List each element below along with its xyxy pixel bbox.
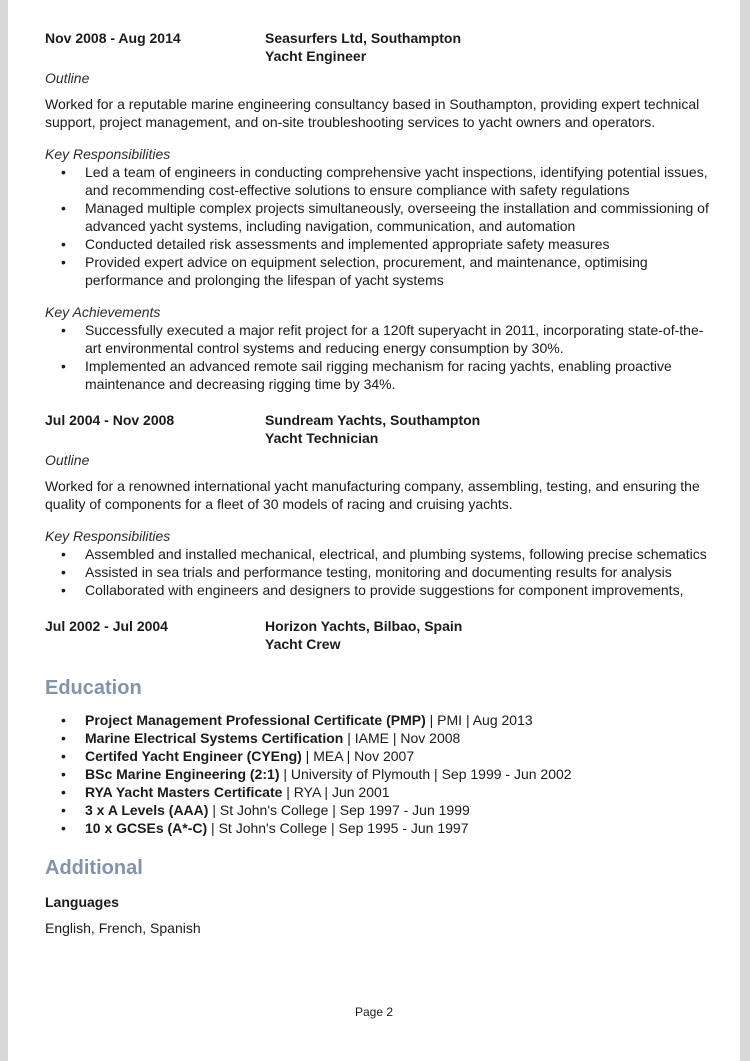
list-item: • Provided expert advice on equipment selection, procurement, and maintenance, optimising performance and prolonging the lifespan of yacht systems (45, 253, 715, 289)
outline-label: Outline (45, 452, 90, 468)
achievements-list (45, 321, 715, 393)
job-header (45, 29, 715, 65)
responsibilities-list (45, 163, 715, 289)
outline-label: Outline (45, 70, 90, 86)
list-item (45, 783, 715, 801)
page-content (45, 29, 715, 937)
job-header (45, 411, 715, 447)
job-title: Yacht Engineer (265, 48, 367, 64)
list-item: • Assembled and installed mechanical, electrical, and plumbing systems, following precise schematics (45, 545, 715, 563)
job-entry-seasurfers (45, 29, 715, 393)
job-dates: Jul 2002 - Jul 2004 (45, 618, 168, 634)
list-item (45, 765, 715, 783)
list-item: • Collaborated with engineers and designers to provide suggestions for component improvements, (45, 581, 715, 599)
education-detail: | PMI | Aug 2013 (425, 712, 533, 728)
education-list (45, 711, 715, 837)
outline-text: Worked for a reputable marine engineering consultancy based in Southampton, providing expert technical support, project management, and on-site troubleshooting services to yacht owners and operators. (45, 96, 700, 130)
section-title-education: Education (45, 677, 142, 699)
responsibilities-label: Key Responsibilities (45, 146, 171, 162)
resume-page (8, 0, 740, 1061)
job-entry-horizon (45, 617, 715, 653)
education-name: 3 x A Levels (AAA) (85, 802, 209, 818)
achievements-label: Key Achievements (45, 304, 161, 320)
list-item (45, 729, 715, 747)
job-title: Yacht Technician (265, 430, 379, 446)
list-item: • Assisted in sea trials and performance testing, monitoring and documenting results for analysis (45, 563, 715, 581)
job-org (265, 617, 715, 653)
education-name: BSc Marine Engineering (2:1) (85, 766, 280, 782)
job-company: Horizon Yachts, Bilbao, Spain (265, 618, 463, 634)
list-item: • Managed multiple complex projects simultaneously, overseeing the installation and commissioning of advanced yacht systems, including navigation, communication, and automation (45, 199, 715, 235)
job-company: Seasurfers Ltd, Southampton (265, 30, 462, 46)
education-name: 10 x GCSEs (A*-C) (85, 820, 208, 836)
list-item: • Successfully executed a major refit project for a 120ft superyacht in 2011, incorporating state-of-the-art environmental control systems and reducing energy consumption by 30%. (45, 321, 715, 357)
list-item (45, 747, 715, 765)
list-item (45, 819, 715, 837)
job-dates: Jul 2004 - Nov 2008 (45, 412, 175, 428)
education-detail: | St John's College | Sep 1997 - Jun 1999 (208, 802, 470, 818)
responsibilities-label: Key Responsibilities (45, 528, 171, 544)
education-section (45, 675, 715, 837)
job-title: Yacht Crew (265, 636, 341, 652)
languages-label: Languages (45, 894, 119, 910)
job-company: Sundream Yachts, Southampton (265, 412, 481, 428)
page-number: Page 2 (354, 1005, 394, 1019)
responsibilities-list (45, 545, 715, 599)
education-detail: | IAME | Nov 2008 (343, 730, 461, 746)
education-detail: | St John's College | Sep 1995 - Jun 1997 (207, 820, 469, 836)
education-name: Marine Electrical Systems Certification (85, 730, 344, 746)
education-name: Certifed Yacht Engineer (CYEng) (85, 748, 302, 764)
job-dates: Nov 2008 - Aug 2014 (45, 30, 181, 46)
list-item (45, 711, 715, 729)
list-item: • Conducted detailed risk assessments and implemented appropriate safety measures (45, 235, 715, 253)
job-org (265, 29, 715, 65)
outline-text: Worked for a renowned international yacht manufacturing company, assembling, testing, and ensuring the quality of components for a fleet of 30 models of racing and cruising yachts. (45, 478, 700, 512)
list-item: • Implemented an advanced remote sail rigging mechanism for racing yachts, enabling proactive maintenance and decreasing rigging time by 34%. (45, 357, 715, 393)
job-header (45, 617, 715, 653)
education-name: Project Management Professional Certificate (PMP) (85, 712, 426, 728)
job-entry-sundream (45, 411, 715, 599)
job-org (265, 411, 715, 447)
section-title-additional: Additional (45, 857, 143, 879)
education-detail: | MEA | Nov 2007 (301, 748, 415, 764)
list-item (45, 801, 715, 819)
languages-text: English, French, Spanish (45, 920, 201, 936)
education-detail: | RYA | Jun 2001 (282, 784, 390, 800)
education-name: RYA Yacht Masters Certificate (85, 784, 283, 800)
list-item: • Led a team of engineers in conducting comprehensive yacht inspections, identifying potential issues, and recommending cost-effective solutions to ensure compliance with safety regulations (45, 163, 715, 199)
education-detail: | University of Plymouth | Sep 1999 - Jun 2002 (279, 766, 572, 782)
additional-section (45, 855, 715, 937)
